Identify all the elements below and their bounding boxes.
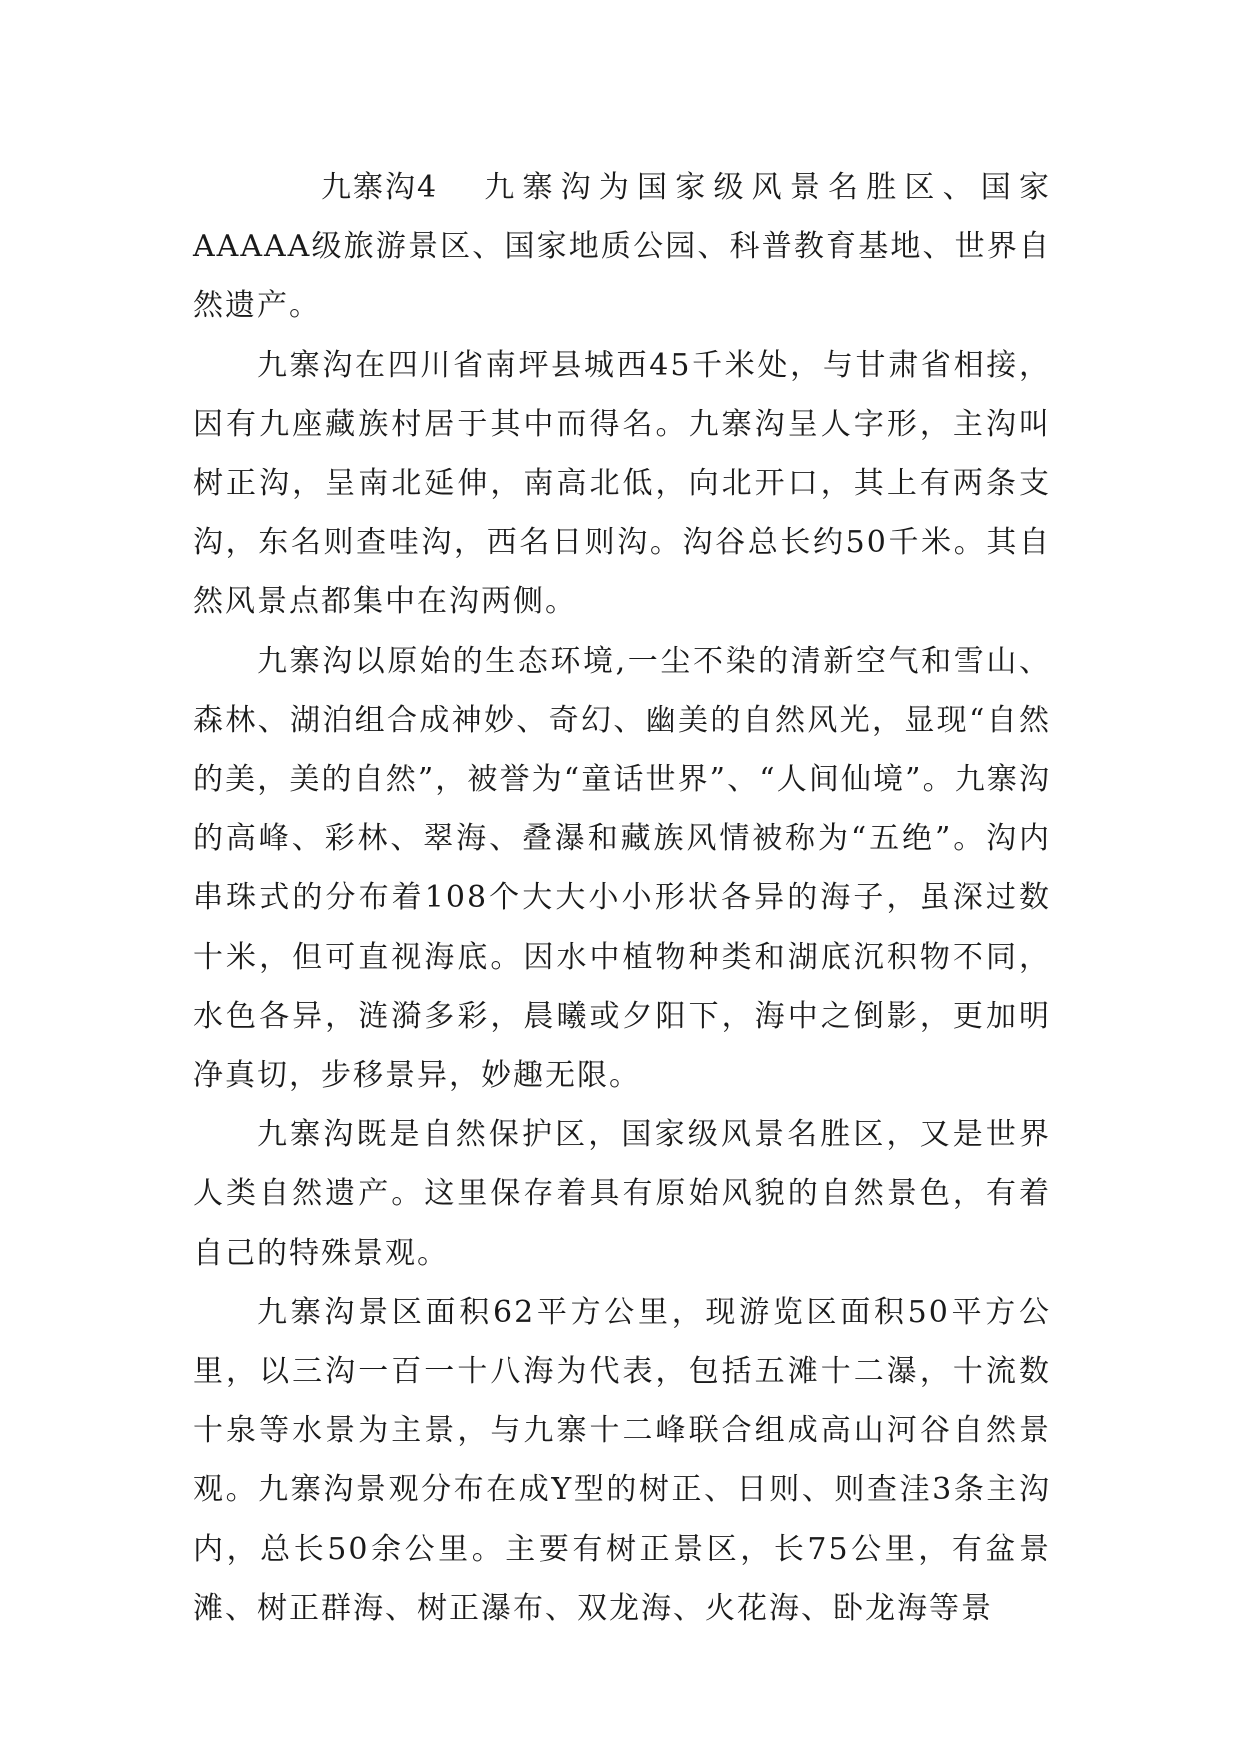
paragraph-2: 九寨沟在四川省南坪县城西45千米处，与甘肃省相接，因有九座藏族村居于其中而得名。九寨沟呈人字形，主沟叫树正沟，呈南北延伸，南高北低，向北开口，其上有两条支沟，东名则查哇沟，西名日则沟。沟谷总长约50千米。其自然风景点都集中在沟两侧。 [193,347,1051,620]
paragraph-3: 九寨沟以原始的生态环境,一尘不染的清新空气和雪山、森林、湖泊组合成神妙、奇幻、幽美的自然风光，显现“自然的美，美的自然”，被誉为“童话世界”、“人间仙境”。九寨沟的高峰、彩林、翠海、叠瀑和藏族风情被称为“五绝”。沟内串珠式的分布着108个大大小小形状各异的海子，虽深过数十米，但可直视海底。因水中植物种类和湖底沉积物不同，水色各异，涟漪多彩，晨曦或夕阳下，海中之倒影，更加明净真切，步移景异，妙趣无限。 [193,643,1051,1094]
paragraph-4: 九寨沟既是自然保护区，国家级风景名胜区，又是世界人类自然遗产。这里保存着具有原始风貌的自然景色，有着自己的特殊景观。 [193,1117,1051,1271]
paragraph-1-text: 九寨沟为国家级风景名胜区、国家AAAAA级旅游景区、国家地质公园、科普教育基地、世界自然遗产。 [193,170,1051,324]
paragraph-1 [193,158,1051,336]
document-title: 九寨沟4 [321,170,439,205]
document-body [193,158,1051,1638]
paragraph-5: 九寨沟景区面积62平方公里，现游览区面积50平方公里，以三沟一百一十八海为代表，包括五滩十二瀑，十流数十泉等水景为主景，与九寨十二峰联合组成高山河谷自然景观。九寨沟景观分布在成Y型的树正、日则、则查洼3条主沟内，总长50余公里。主要有树正景区，长75公里，有盆景滩、树正群海、树正瀑布、双龙海、火花海、卧龙海等景 [193,1294,1051,1626]
